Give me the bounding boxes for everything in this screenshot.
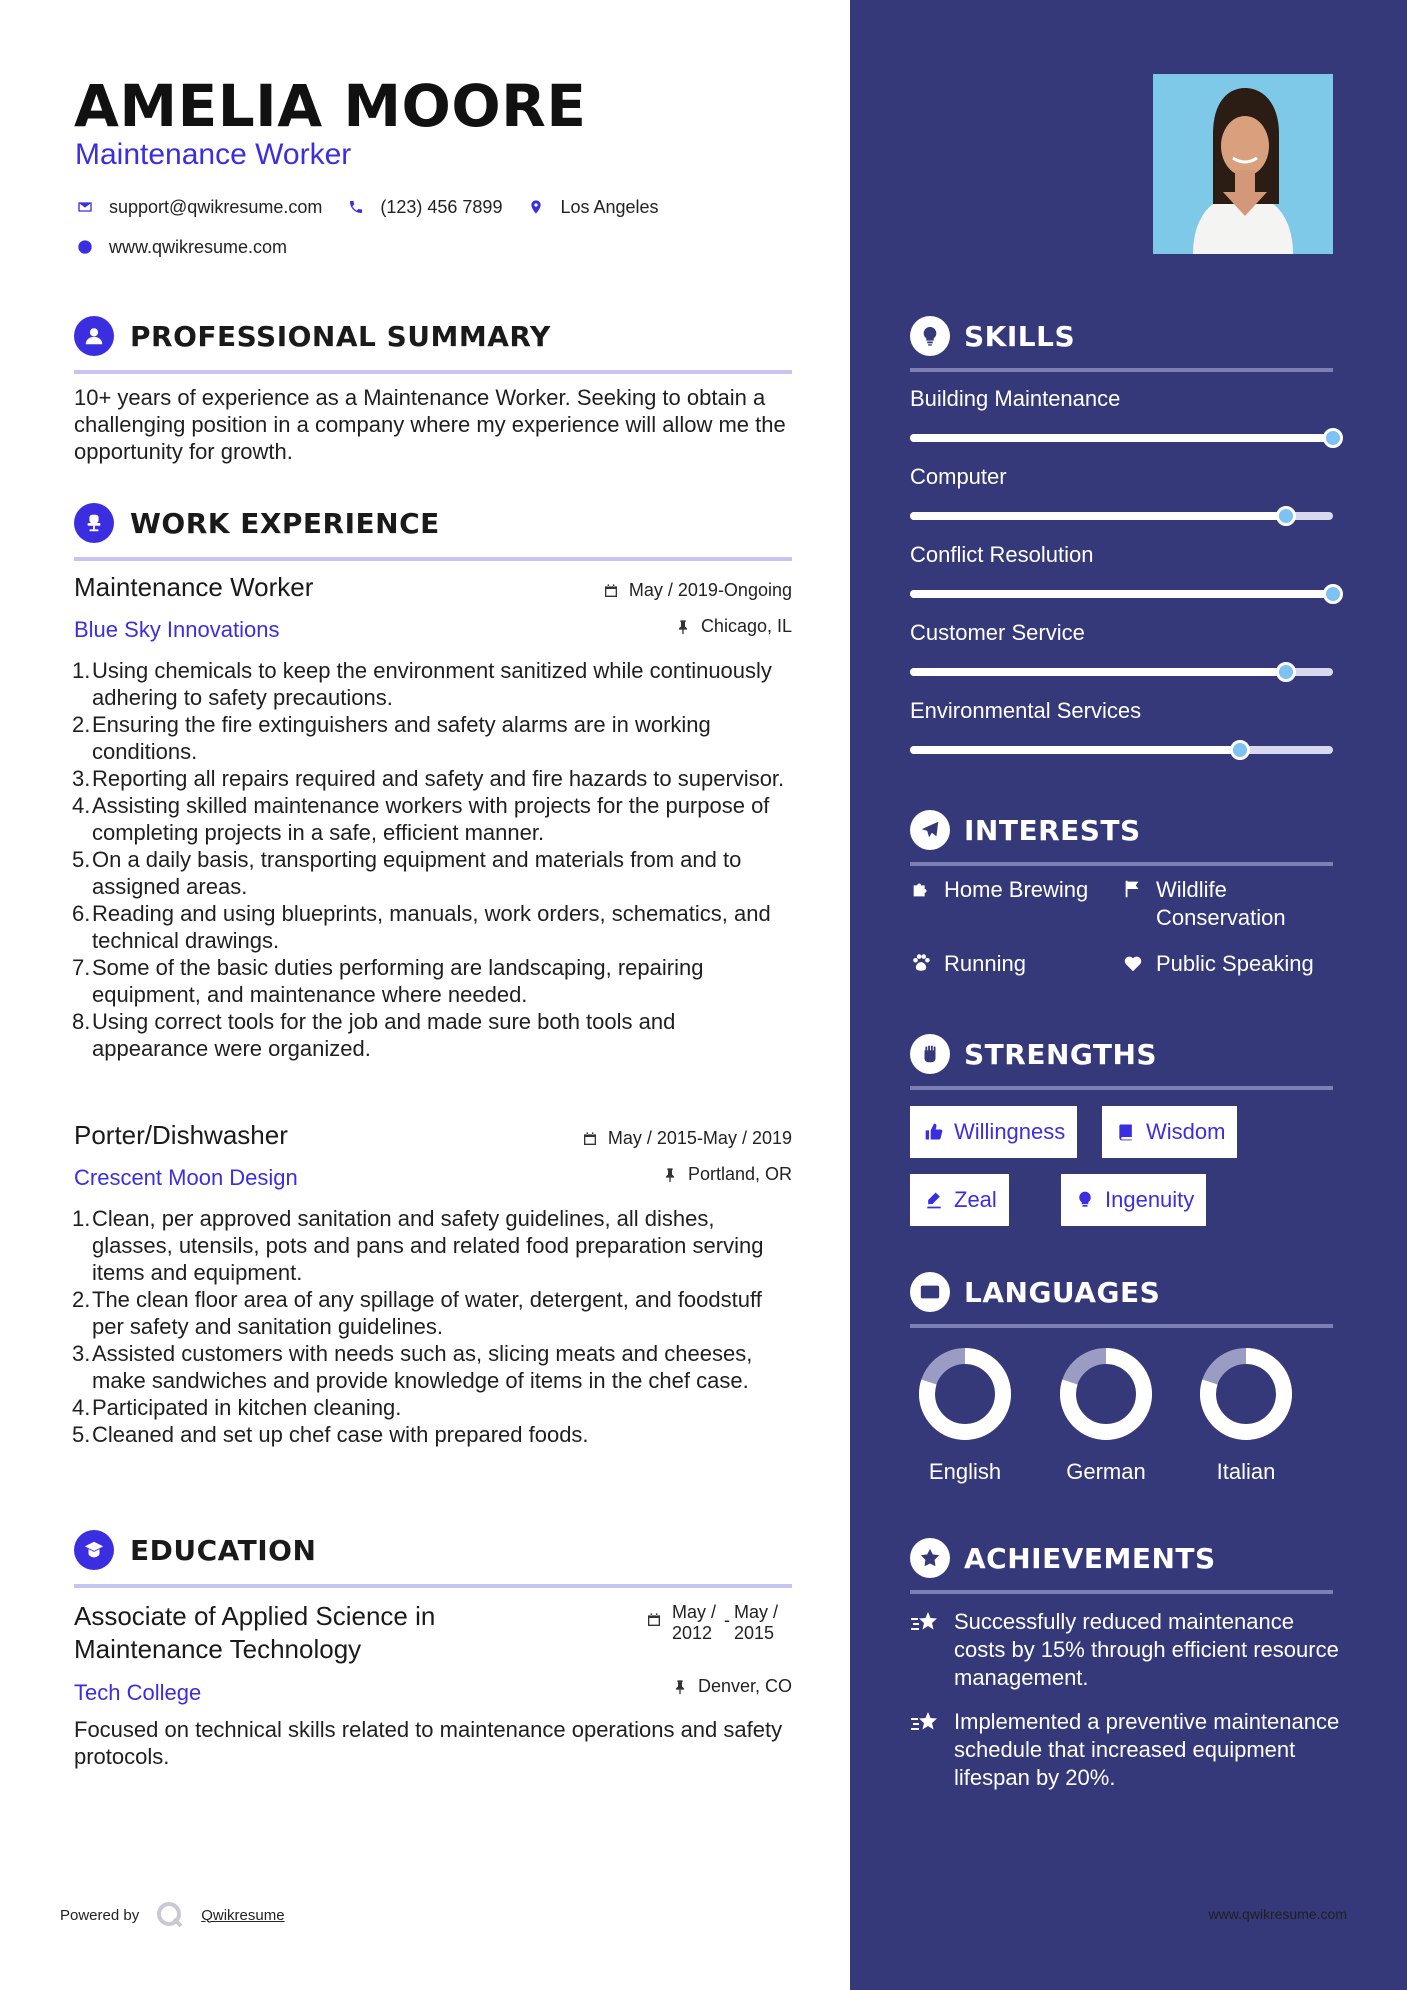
- user-icon: [74, 316, 114, 356]
- edu-start-month: May /: [671, 1602, 716, 1622]
- job-company: Crescent Moon Design: [74, 1165, 298, 1190]
- edu-date-separator: -: [723, 1610, 730, 1630]
- language-item: [1056, 1344, 1156, 1485]
- list-item: On a daily basis, transporting equipment and materials from and to assigned areas.: [92, 847, 742, 899]
- qwikresume-link[interactable]: Qwikresume: [201, 1906, 285, 1924]
- candidate-name: AMELIA MOORE: [74, 72, 587, 140]
- calendar-icon: [582, 1131, 598, 1147]
- education-entry: [74, 1600, 792, 1770]
- lightbulb-icon: [910, 316, 950, 356]
- job-duties: [74, 1205, 792, 1448]
- language-ring: [915, 1344, 1015, 1444]
- skill-name: Customer Service: [910, 620, 1085, 645]
- skill-bar: [910, 746, 1333, 754]
- interest-item: [910, 950, 1026, 978]
- school-name: Tech College: [74, 1680, 202, 1705]
- summary-title: PROFESSIONAL SUMMARY: [130, 320, 551, 353]
- email-contact[interactable]: [75, 197, 322, 218]
- interest-label: Public Speaking: [1156, 951, 1314, 976]
- strength-label: Wisdom: [1146, 1119, 1226, 1144]
- edu-end-year: 2015: [733, 1623, 775, 1643]
- list-item: Reporting all repairs required and safety and fire hazards to supervisor.: [92, 766, 785, 791]
- lightbulb-icon: [1075, 1190, 1095, 1210]
- list-item: The clean floor area of any spillage of water, detergent, and foodstuff per safety and sanitation guidelines.: [92, 1287, 762, 1339]
- job-company: Blue Sky Innovations: [74, 617, 280, 642]
- education-section-header: [74, 1530, 792, 1588]
- pushpin-icon: [672, 1679, 688, 1695]
- list-item: Participated in kitchen cleaning.: [92, 1395, 402, 1420]
- skill-bar: [910, 668, 1333, 676]
- list-item: Using correct tools for the job and made sure both tools and appearance were organized.: [92, 1009, 676, 1061]
- interests-section-header: [910, 810, 1333, 866]
- job-date: [582, 1128, 792, 1149]
- pushpin-icon: [662, 1167, 678, 1183]
- experience-section-header: [74, 503, 792, 561]
- education-description: Focused on technical skills related to maintenance operations and safety protocols.: [74, 1717, 783, 1769]
- achievement-text: Successfully reduced maintenance costs by 15% through efficient resource management.: [954, 1609, 1339, 1690]
- list-item: Assisting skilled maintenance workers with projects for the purpose of completing projects in a safe, efficient manner.: [92, 793, 770, 845]
- strength-tag: [910, 1106, 1077, 1158]
- skill-bar-fill: [910, 434, 1333, 442]
- interest-item: [1122, 876, 1342, 932]
- strength-tag: [1102, 1106, 1237, 1158]
- strengths-title: STRENGTHS: [964, 1038, 1158, 1071]
- shooting-star-icon: [910, 1710, 940, 1736]
- languages-title: LANGUAGES: [964, 1276, 1161, 1309]
- job-date: [603, 580, 792, 601]
- book-icon: [1116, 1122, 1136, 1142]
- pen-icon: [924, 1190, 944, 1210]
- skill-bar-knob: [1323, 428, 1343, 448]
- interests-title: INTERESTS: [964, 814, 1141, 847]
- skills-section-header: [910, 316, 1333, 372]
- phone-contact[interactable]: [346, 197, 502, 218]
- interest-item: [910, 876, 1088, 904]
- star-badge-icon: [910, 1538, 950, 1578]
- skill-bar-knob: [1276, 506, 1296, 526]
- list-item: Assisted customers with needs such as, slicing meats and cheeses, make sandwiches and provide knowledge of items in the chef case.: [92, 1341, 753, 1393]
- skill-name: Computer: [910, 464, 1007, 489]
- strengths-section-header: [910, 1034, 1333, 1090]
- list-item: Using chemicals to keep the environment sanitized while continuously adhering to safety precautions.: [92, 658, 772, 710]
- qwikresume-logo-icon: [155, 1900, 185, 1930]
- footer-url[interactable]: www.qwikresume.com: [1208, 1906, 1347, 1922]
- website-contact[interactable]: [75, 237, 287, 258]
- skill-bar: [910, 512, 1333, 520]
- thumbs-up-icon: [924, 1122, 944, 1142]
- skill-bar: [910, 590, 1333, 598]
- skill-item: [910, 620, 1333, 676]
- list-item: Reading and using blueprints, manuals, work orders, schematics, and technical drawings.: [92, 901, 771, 953]
- job-duties: [74, 657, 792, 1062]
- interest-label: Running: [944, 951, 1026, 976]
- job-title: Porter/Dishwasher: [74, 1120, 288, 1150]
- achievement-item: [910, 1608, 1340, 1692]
- list-item: Cleaned and set up chef case with prepared foods.: [92, 1422, 589, 1447]
- job-location-text: Chicago, IL: [700, 616, 792, 636]
- interest-item: [1122, 950, 1314, 978]
- skill-name: Conflict Resolution: [910, 542, 1094, 567]
- language-name: Italian: [1216, 1459, 1276, 1484]
- edu-end-month: May /: [733, 1602, 778, 1622]
- sidebar: [850, 0, 1407, 1990]
- profile-photo: [1153, 74, 1333, 254]
- skill-item: [910, 542, 1333, 598]
- education-location-text: Denver, CO: [697, 1676, 792, 1696]
- job-location: [675, 616, 792, 637]
- phone-icon: [346, 197, 366, 217]
- envelope-icon: [75, 197, 95, 217]
- skill-bar-knob: [1230, 740, 1250, 760]
- office-chair-icon: [74, 503, 114, 543]
- translate-icon: [910, 1272, 950, 1312]
- job-date-text: May / 2019-Ongoing: [628, 580, 792, 600]
- skill-name: Environmental Services: [910, 698, 1142, 723]
- summary-text: 10+ years of experience as a Maintenance Worker. Seeking to obtain a challenging position in a company where my experience will allow me the opportunity for growth.: [74, 385, 786, 464]
- education-date: [646, 1602, 778, 1644]
- job-location-text: Portland, OR: [687, 1164, 792, 1184]
- email-text: support@qwikresume.com: [109, 196, 323, 217]
- language-name: German: [1066, 1459, 1146, 1484]
- degree-title: Associate of Applied Science in Maintenance Technology: [74, 1601, 436, 1664]
- education-location: [672, 1676, 792, 1697]
- list-item: Ensuring the fire extinguishers and safety alarms are in working conditions.: [92, 712, 711, 764]
- list-item: Some of the basic duties performing are landscaping, repairing equipment, and maintenance where needed.: [92, 955, 704, 1007]
- shooting-star-icon: [910, 1610, 940, 1636]
- language-ring: [1196, 1344, 1296, 1444]
- skill-bar: [910, 434, 1333, 442]
- language-name: English: [928, 1459, 1002, 1484]
- location-contact: [526, 197, 658, 218]
- experience-title: WORK EXPERIENCE: [130, 507, 440, 540]
- website-text: www.qwikresume.com: [109, 236, 288, 257]
- job-date-text: May / 2015-May / 2019: [607, 1128, 792, 1148]
- job-entry: [74, 1120, 792, 1448]
- language-item: [1196, 1344, 1296, 1485]
- list-item: Clean, per approved sanitation and safety guidelines, all dishes, glasses, utensils, pots and pans and related food preparation serving items and equipment.: [92, 1206, 764, 1285]
- heartbeat-icon: [1122, 952, 1144, 974]
- contact-info: [75, 192, 795, 272]
- skills-title: SKILLS: [964, 320, 1076, 353]
- education-title: EDUCATION: [130, 1534, 317, 1567]
- job-title: Maintenance Worker: [74, 572, 314, 602]
- language-ring: [1056, 1344, 1156, 1444]
- puzzle-icon: [910, 878, 932, 900]
- strength-label: Ingenuity: [1105, 1187, 1195, 1212]
- achievements-section-header: [910, 1538, 1333, 1594]
- skill-item: [910, 464, 1333, 520]
- skill-item: [910, 386, 1333, 442]
- fist-icon: [910, 1034, 950, 1074]
- achievements-title: ACHIEVEMENTS: [964, 1542, 1216, 1575]
- skill-bar-fill: [910, 746, 1240, 754]
- powered-by-footer: [60, 1900, 285, 1930]
- pushpin-icon: [675, 619, 691, 635]
- language-item: [915, 1344, 1015, 1485]
- skill-bar-knob: [1276, 662, 1296, 682]
- interest-label: Wildlife Conservation: [1156, 877, 1286, 930]
- globe-icon: [75, 237, 95, 257]
- phone-text: (123) 456 7899: [380, 196, 503, 217]
- graduate-icon: [74, 1530, 114, 1570]
- skill-item: [910, 698, 1333, 754]
- achievement-text: Implemented a preventive maintenance schedule that increased equipment lifespan by 20%.: [954, 1709, 1340, 1790]
- flag-icon: [1122, 878, 1144, 900]
- summary-section-header: [74, 316, 792, 374]
- strength-tag: [910, 1174, 1009, 1226]
- paper-plane-icon: [910, 810, 950, 850]
- calendar-icon: [603, 583, 619, 599]
- interest-label: Home Brewing: [944, 877, 1089, 902]
- achievement-item: [910, 1708, 1340, 1792]
- job-entry: [74, 572, 792, 1062]
- job-location: [662, 1164, 792, 1185]
- strength-tag: [1061, 1174, 1206, 1226]
- calendar-icon: [646, 1612, 662, 1628]
- strength-label: Zeal: [954, 1187, 997, 1212]
- skill-bar-knob: [1323, 584, 1343, 604]
- skill-name: Building Maintenance: [910, 386, 1121, 411]
- skill-bar-fill: [910, 590, 1333, 598]
- skill-bar-fill: [910, 512, 1286, 520]
- strength-label: Willingness: [954, 1119, 1066, 1144]
- paw-icon: [910, 952, 932, 974]
- skill-bar-fill: [910, 668, 1286, 676]
- map-pin-icon: [526, 197, 546, 217]
- candidate-role: Maintenance Worker: [75, 138, 352, 171]
- powered-by-text: Powered by: [60, 1906, 140, 1924]
- location-text: Los Angeles: [560, 196, 659, 217]
- languages-section-header: [910, 1272, 1333, 1328]
- edu-start-year: 2012: [671, 1623, 713, 1643]
